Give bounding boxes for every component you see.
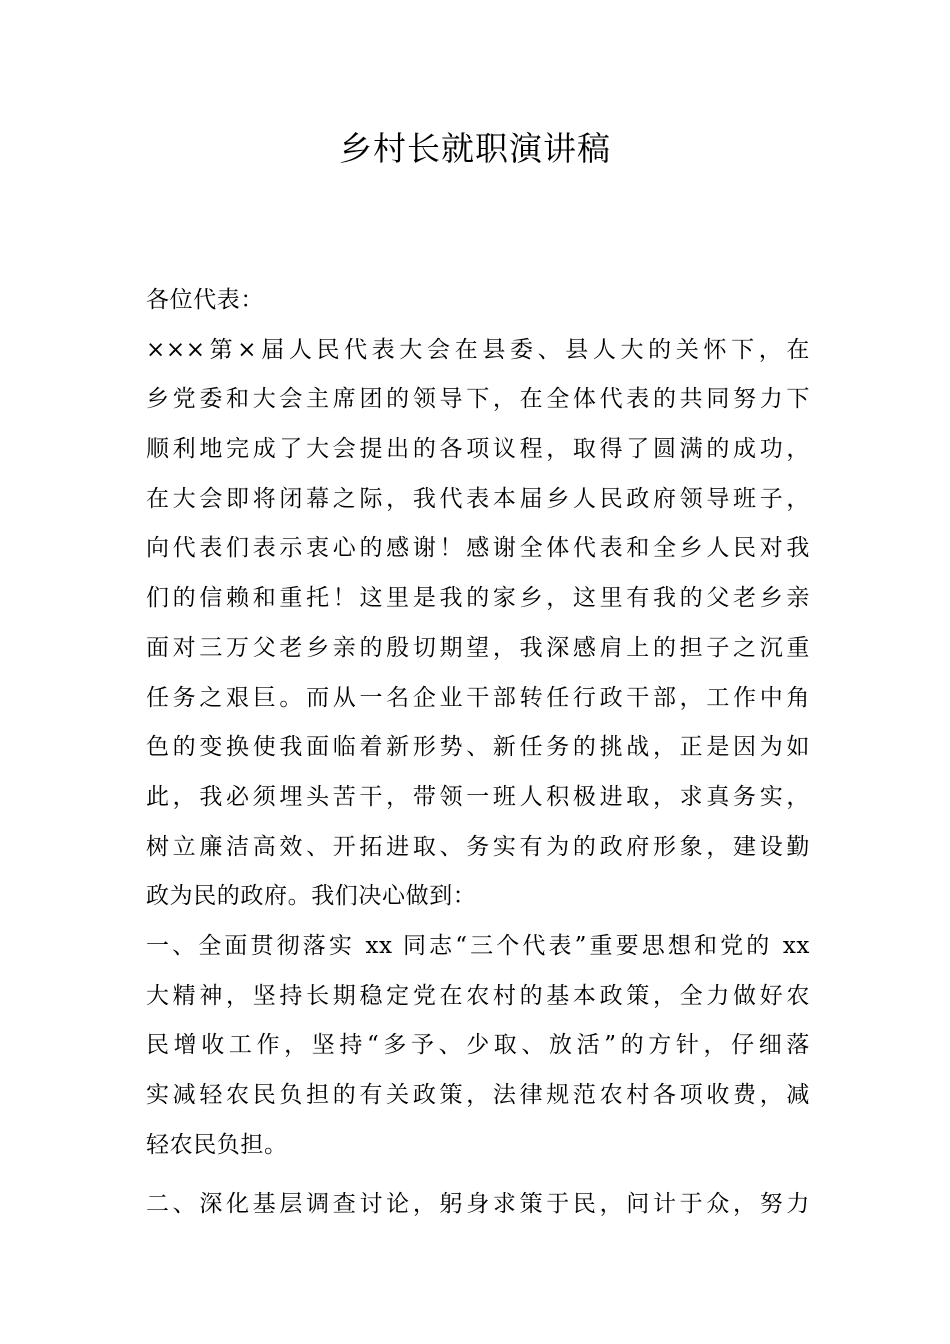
body-line: 色的变换使我面临着新形势、新任务的挑战，正是因为如 <box>146 734 810 761</box>
paragraph-gap <box>146 1170 810 1180</box>
body-line: 此，我必须埋头苦干，带领一班人积极进取，求真务实， <box>146 783 810 810</box>
body-line: ×××第×届人民代表大会在县委、县人大的关怀下，在 <box>146 336 810 363</box>
body-line: 轻农民负担。 <box>146 1131 288 1158</box>
body-line: 面对三万父老乡亲的殷切期望，我深感肩上的担子之沉重 <box>146 634 810 661</box>
body-line: 乡党委和大会主席团的领导下，在全体代表的共同努力下 <box>146 386 810 413</box>
body-line: 各位代表： <box>146 287 264 313</box>
document-title: 乡村长就职演讲稿 <box>339 129 611 168</box>
body-line: 一、全面贯彻落实 xx 同志“三个代表”重要思想和党的 xx <box>146 932 810 959</box>
body-line: 在大会即将闭幕之际，我代表本届乡人民政府领导班子， <box>146 485 810 512</box>
body-line: 二、深化基层调查讨论，躬身求策于民，问计于众，努力 <box>146 1191 810 1218</box>
body-line: 向代表们表示衷心的感谢！感谢全体代表和全乡人民对我 <box>146 535 810 562</box>
document-body <box>146 276 810 1230</box>
body-line: 顺利地完成了大会提出的各项议程，取得了圆满的成功， <box>146 436 810 463</box>
body-line: 民增收工作，坚持“多予、少取、放活”的方针，仔细落 <box>146 1032 810 1059</box>
body-line: 实减轻农民负担的有关政策，法律规范农村各项收费，减 <box>146 1082 810 1108</box>
body-line: 树立廉洁高效、开拓进取、务实有为的政府形象，建设勤 <box>146 833 810 860</box>
body-line: 任务之艰巨。而从一名企业干部转任行政干部，工作中角 <box>146 684 810 711</box>
body-line: 们的信赖和重托！这里是我的家乡，这里有我的父老乡亲 <box>146 585 810 612</box>
body-line: 大精神，坚持长期稳定党在农村的基本政策，全力做好农 <box>146 982 810 1009</box>
body-line: 政为民的政府。我们决心做到： <box>146 883 477 910</box>
